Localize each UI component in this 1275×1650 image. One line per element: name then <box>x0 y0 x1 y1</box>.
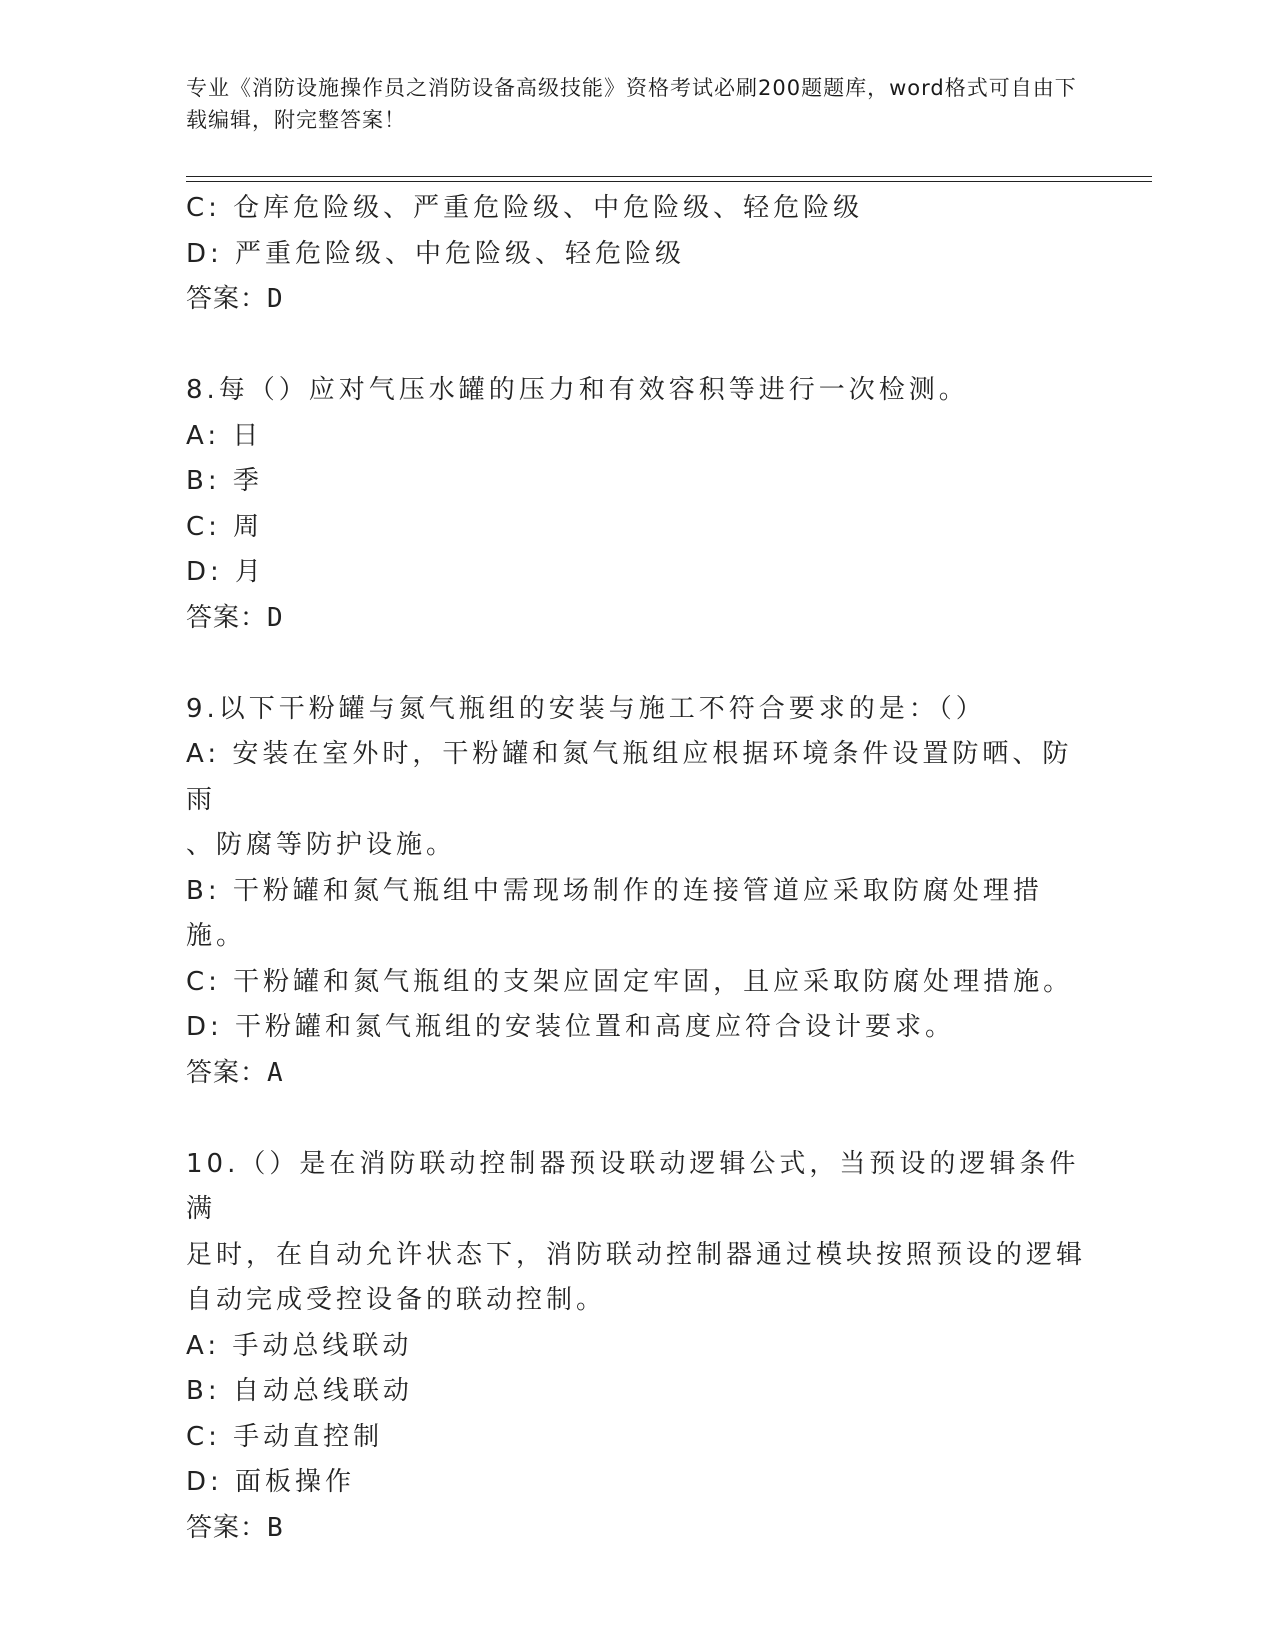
answer-line <box>186 277 1086 323</box>
question-stem: 10.（）是在消防联动控制器预设联动逻辑公式，当预设的逻辑条件满 <box>186 1148 1080 1224</box>
header-title: 专业《消防设施操作员之消防设备高级技能》资格考试必刷200题题库，word格式可自由下载编辑，附完整答案！ <box>186 76 1077 132</box>
option-a: A: 安装在室外时，干粉罐和氮气瓶组应根据环境条件设置防晒、防雨 <box>186 739 1073 815</box>
header-rule-bottom <box>186 181 1152 182</box>
option-b: B: 自动总线联动 <box>186 1376 413 1406</box>
answer-label: 答案： <box>186 284 268 314</box>
option-b: B: 干粉罐和氮气瓶组中需现场制作的连接管道应采取防腐处理措施。 <box>186 875 1043 951</box>
option-a: A: 手动总线联动 <box>186 1330 413 1361</box>
question-stem-continued: 足时，在自动允许状态下，消防联动控制器通过模块按照预设的逻辑 <box>186 1239 1087 1270</box>
answer-line <box>186 1051 1086 1097</box>
option-d: D: 严重危险级、中危险级、轻危险级 <box>186 238 686 269</box>
option-c: C: 周 <box>186 511 264 542</box>
answer-value: D <box>267 284 284 314</box>
option-b: B: 季 <box>186 466 263 496</box>
document-header <box>186 72 1086 136</box>
option-c: C: 手动直控制 <box>186 1421 384 1452</box>
question-stem: 8.每（）应对气压水罐的压力和有效容积等进行一次检测。 <box>186 375 969 405</box>
option-d: D: 月 <box>186 557 266 587</box>
answer-label: 答案： <box>186 602 268 633</box>
header-rule-top <box>186 176 1152 177</box>
option-d: D: 干粉罐和氮气瓶组的安装位置和高度应符合设计要求。 <box>186 1012 956 1042</box>
answer-value: B <box>267 1512 284 1543</box>
answer-line <box>186 1506 1086 1552</box>
option-d: D: 面板操作 <box>186 1467 356 1497</box>
answer-label: 答案： <box>186 1057 268 1088</box>
answer-value: A <box>267 1057 284 1088</box>
question-stem-continued: 自动完成受控设备的联动控制。 <box>186 1285 607 1315</box>
question-list <box>186 186 1086 1551</box>
option-c: C: 干粉罐和氮气瓶组的支架应固定牢固，且应采取防腐处理措施。 <box>186 966 1074 997</box>
option-a: A: 日 <box>186 420 263 451</box>
option-a-continued: 、防腐等防护设施。 <box>186 830 457 860</box>
answer-value: D <box>267 602 284 633</box>
answer-label: 答案： <box>186 1512 268 1543</box>
option-c: C: 仓库危险级、严重危险级、中危险级、轻危险级 <box>186 193 864 223</box>
question-stem: 9.以下干粉罐与氮气瓶组的安装与施工不符合要求的是：（） <box>186 693 986 724</box>
answer-line <box>186 596 1086 642</box>
